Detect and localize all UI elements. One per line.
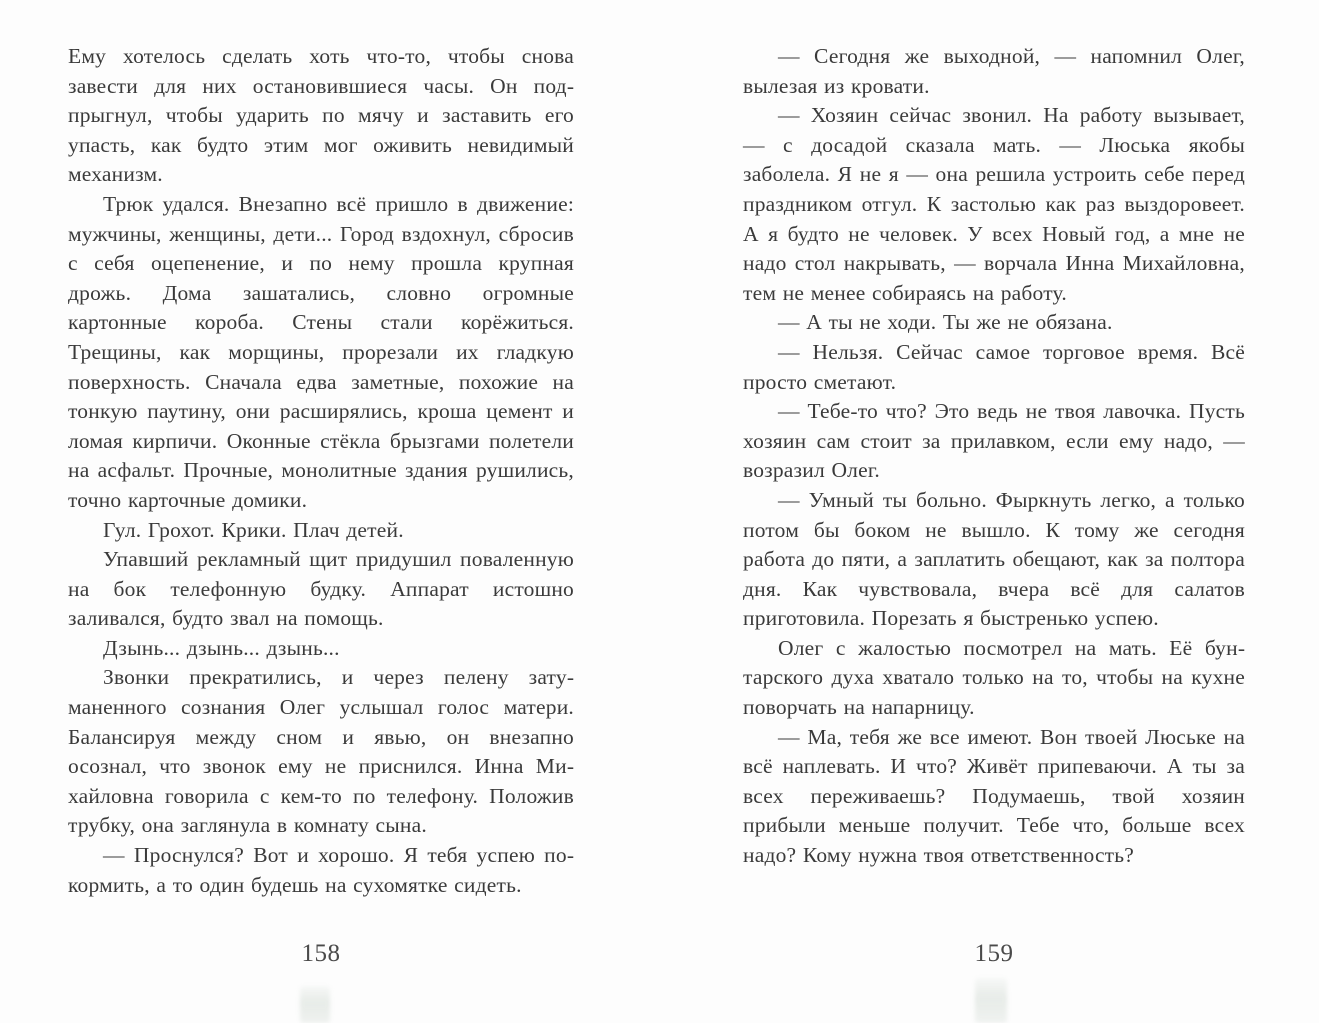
paragraph: Упавший рекламный щит придушил поваленную на бок телефонную будку. Аппарат истошно заливался, будто звал на помощь. xyxy=(68,547,574,631)
page-text-left xyxy=(68,42,574,900)
book-page-right xyxy=(743,0,1245,1023)
paragraph: — Сегодня же выходной, — напомнил Олег, вылезая из кровати. xyxy=(743,44,1245,98)
paragraph: — Нельзя. Сейчас самое торговое время. Всё просто сметают. xyxy=(743,339,1245,394)
paragraph: Дзынь... дзынь... дзынь... xyxy=(103,635,340,660)
paragraph: — А ты не ходи. Ты же не обязана. xyxy=(778,310,1113,335)
scan-smudge xyxy=(300,986,330,1023)
paragraph: — Умный ты больно. Фыркнуть легко, а только потом бы боком не вышло. К тому же сегодня работа до пяти, а заплатить обещают, как за полтора дня. Как чувствовала, вчера всё для салатов приготовила. Порезать я быстренько успею. xyxy=(743,487,1245,631)
paragraph: Звонки прекратились, и через пелену затуманенного сознания Олег услышал голос матери. Балансируя между сном и явью, он внезапно осознал, что звонок ему не приснился. Инна Михайловна говорила с кем-то по телефону. Положив трубку, она заглянула в комнату сына. xyxy=(68,665,574,838)
paragraph: Гул. Грохот. Крики. Плач детей. xyxy=(103,517,404,542)
paragraph: Ему хотелось сделать хоть что-то, чтобы снова завести для них остановившиеся часы. Он подпрыгнул, чтобы ударить по мячу и заставить его упасть, как будто этим мог оживить невидимый механизм. xyxy=(68,44,574,187)
page-number-left: 158 xyxy=(301,940,341,967)
paragraph: — Проснулся? Вот и хорошо. Я тебя успею покормить, а то один будешь на сухомятке сидеть. xyxy=(68,843,574,897)
scan-smudge xyxy=(975,978,1007,1023)
paragraph: Олег с жалостью посмотрел на мать. Её бунтарского духа хватало только на то, чтобы на кухне поворчать на напарницу. xyxy=(743,635,1245,720)
paragraph: — Ма, тебя же все имеют. Вон твоей Люське на всё наплевать. И что? Живёт припеваючи. А ты за всех переживаешь? Подумаешь, твой хозяин прибыли меньше получит. Тебе что, больше всех надо? Кому нужна твоя ответственность? xyxy=(743,724,1245,868)
paragraph: — Хозяин сейчас звонил. На работу вызывает, — с досадой сказала мать. — Люська якобы заболела. Я не я — она решила устроить себе перед праздником отгул. К застолью как раз выздоровеет. А я будто не человек. У всех Новый год, а мне не надо стол накрывать, — ворчала Инна Михайловна, тем не менее собираясь на работу. xyxy=(743,103,1245,305)
paragraph: — Тебе-то что? Это ведь не твоя лавочка. Пусть хозяин сам стоит за прилавком, если ему надо, — возразил Олег. xyxy=(743,399,1245,483)
paragraph: Трюк удался. Внезапно всё пришло в движение: мужчины, женщины, дети... Город вздохнул, сбросив с себя оцепенение, и по нему прошла крупная дрожь. Дома зашатались, словно огромные картонные короба. Стены стали корёжиться. Трещины, как морщины, прорезали их гладкую поверхность. Сначала едва заметные, похожие на тонкую паутину, они расширялись, кроша цемент и ломая кирпичи. Оконные стёкла брызгами полетели на асфальт. Прочные, монолитные здания рушились, точно карточные домики. xyxy=(68,191,574,512)
book-page-left xyxy=(68,0,574,1023)
page-text-right xyxy=(743,42,1245,871)
page-number-right: 159 xyxy=(974,940,1014,967)
